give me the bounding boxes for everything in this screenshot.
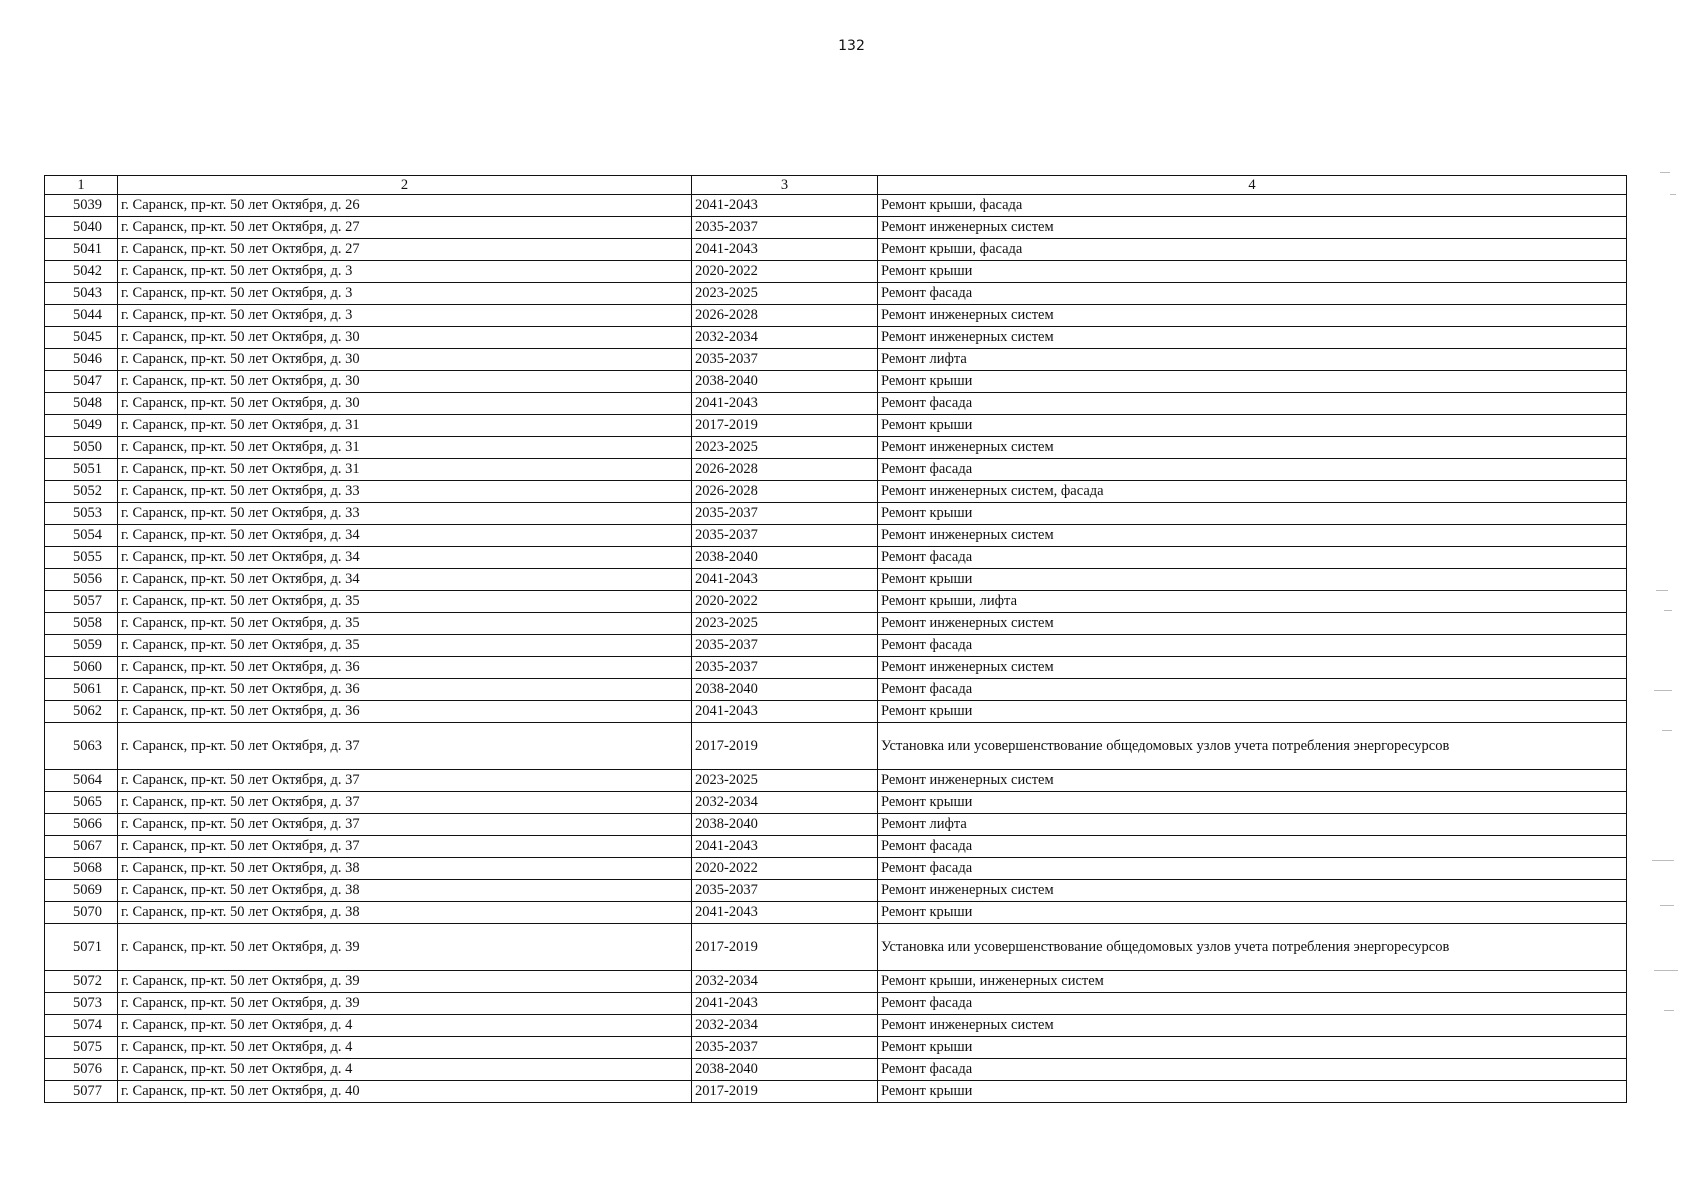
row-number-cell: 5070: [45, 902, 118, 924]
row-number-cell: 5039: [45, 195, 118, 217]
period-cell: 2035-2037: [692, 1037, 878, 1059]
row-number-cell: 5052: [45, 481, 118, 503]
period-cell: 2020-2022: [692, 591, 878, 613]
period-cell: 2023-2025: [692, 770, 878, 792]
row-number-cell: 5073: [45, 993, 118, 1015]
period-cell: 2035-2037: [692, 657, 878, 679]
table-row: [45, 701, 1627, 723]
row-number-cell: 5053: [45, 503, 118, 525]
row-number-cell: 5072: [45, 971, 118, 993]
address-cell: г. Саранск, пр-кт. 50 лет Октября, д. 30: [118, 349, 692, 371]
table-row: [45, 902, 1627, 924]
period-cell: 2035-2037: [692, 525, 878, 547]
work-type-cell: Ремонт инженерных систем: [878, 525, 1627, 547]
table-row: [45, 393, 1627, 415]
table-row: [45, 459, 1627, 481]
address-cell: г. Саранск, пр-кт. 50 лет Октября, д. 39: [118, 993, 692, 1015]
table-row: [45, 547, 1627, 569]
table-row: [45, 971, 1627, 993]
table-row: [45, 305, 1627, 327]
address-cell: г. Саранск, пр-кт. 50 лет Октября, д. 33: [118, 503, 692, 525]
table-row: [45, 239, 1627, 261]
work-type-cell: Ремонт инженерных систем: [878, 657, 1627, 679]
work-type-cell: Ремонт крыши: [878, 371, 1627, 393]
table-row: [45, 880, 1627, 902]
row-number-cell: 5067: [45, 836, 118, 858]
address-cell: г. Саранск, пр-кт. 50 лет Октября, д. 31: [118, 459, 692, 481]
period-cell: 2035-2037: [692, 503, 878, 525]
work-type-cell: Ремонт фасада: [878, 836, 1627, 858]
header-cell-3: 3: [692, 176, 878, 195]
work-type-cell: Ремонт крыши: [878, 1081, 1627, 1103]
period-cell: 2038-2040: [692, 814, 878, 836]
table-row: [45, 437, 1627, 459]
row-number-cell: 5061: [45, 679, 118, 701]
table-row: [45, 371, 1627, 393]
table-row: [45, 195, 1627, 217]
address-cell: г. Саранск, пр-кт. 50 лет Октября, д. 4: [118, 1015, 692, 1037]
period-cell: 2026-2028: [692, 305, 878, 327]
period-cell: 2023-2025: [692, 283, 878, 305]
row-number-cell: 5045: [45, 327, 118, 349]
work-type-cell: Ремонт крыши: [878, 569, 1627, 591]
address-cell: г. Саранск, пр-кт. 50 лет Октября, д. 37: [118, 723, 692, 770]
address-cell: г. Саранск, пр-кт. 50 лет Октября, д. 38: [118, 902, 692, 924]
address-cell: г. Саранск, пр-кт. 50 лет Октября, д. 37: [118, 836, 692, 858]
header-cell-2: 2: [118, 176, 692, 195]
table-row: [45, 217, 1627, 239]
period-cell: 2032-2034: [692, 971, 878, 993]
work-type-cell: Ремонт крыши: [878, 902, 1627, 924]
work-type-cell: Ремонт фасада: [878, 635, 1627, 657]
table-row: [45, 858, 1627, 880]
address-cell: г. Саранск, пр-кт. 50 лет Октября, д. 34: [118, 547, 692, 569]
row-number-cell: 5056: [45, 569, 118, 591]
row-number-cell: 5044: [45, 305, 118, 327]
address-cell: г. Саранск, пр-кт. 50 лет Октября, д. 35: [118, 635, 692, 657]
table-row: [45, 591, 1627, 613]
period-cell: 2017-2019: [692, 924, 878, 971]
table-row: [45, 679, 1627, 701]
row-number-cell: 5075: [45, 1037, 118, 1059]
address-cell: г. Саранск, пр-кт. 50 лет Октября, д. 34: [118, 525, 692, 547]
work-type-cell: Ремонт инженерных систем: [878, 305, 1627, 327]
row-number-cell: 5064: [45, 770, 118, 792]
header-cell-1: 1: [45, 176, 118, 195]
address-cell: г. Саранск, пр-кт. 50 лет Октября, д. 3: [118, 283, 692, 305]
row-number-cell: 5040: [45, 217, 118, 239]
period-cell: 2041-2043: [692, 393, 878, 415]
table-row: [45, 261, 1627, 283]
period-cell: 2032-2034: [692, 1015, 878, 1037]
table-row: [45, 1037, 1627, 1059]
row-number-cell: 5043: [45, 283, 118, 305]
row-number-cell: 5042: [45, 261, 118, 283]
row-number-cell: 5066: [45, 814, 118, 836]
address-cell: г. Саранск, пр-кт. 50 лет Октября, д. 27: [118, 239, 692, 261]
table-row: [45, 792, 1627, 814]
table-row: [45, 635, 1627, 657]
table-body: [45, 195, 1627, 1103]
work-type-cell: Ремонт крыши: [878, 503, 1627, 525]
row-number-cell: 5049: [45, 415, 118, 437]
table-row: [45, 1015, 1627, 1037]
row-number-cell: 5068: [45, 858, 118, 880]
work-type-cell: Ремонт крыши, лифта: [878, 591, 1627, 613]
period-cell: 2041-2043: [692, 569, 878, 591]
row-number-cell: 5059: [45, 635, 118, 657]
period-cell: 2032-2034: [692, 327, 878, 349]
address-cell: г. Саранск, пр-кт. 50 лет Октября, д. 30: [118, 327, 692, 349]
row-number-cell: 5074: [45, 1015, 118, 1037]
work-type-cell: Ремонт крыши: [878, 1037, 1627, 1059]
table-header: [45, 176, 1627, 195]
period-cell: 2041-2043: [692, 993, 878, 1015]
period-cell: 2035-2037: [692, 880, 878, 902]
work-type-cell: Ремонт фасада: [878, 459, 1627, 481]
work-type-cell: Ремонт инженерных систем, фасада: [878, 481, 1627, 503]
table-row: [45, 723, 1627, 770]
address-cell: г. Саранск, пр-кт. 50 лет Октября, д. 26: [118, 195, 692, 217]
work-type-cell: Ремонт фасада: [878, 858, 1627, 880]
period-cell: 2020-2022: [692, 858, 878, 880]
header-cell-4: 4: [878, 176, 1627, 195]
address-cell: г. Саранск, пр-кт. 50 лет Октября, д. 36: [118, 679, 692, 701]
period-cell: 2041-2043: [692, 239, 878, 261]
period-cell: 2026-2028: [692, 481, 878, 503]
address-cell: г. Саранск, пр-кт. 50 лет Октября, д. 4: [118, 1037, 692, 1059]
period-cell: 2023-2025: [692, 613, 878, 635]
period-cell: 2038-2040: [692, 547, 878, 569]
address-cell: г. Саранск, пр-кт. 50 лет Октября, д. 4: [118, 1059, 692, 1081]
table-row: [45, 327, 1627, 349]
table-row: [45, 814, 1627, 836]
address-cell: г. Саранск, пр-кт. 50 лет Октября, д. 35: [118, 613, 692, 635]
work-type-cell: Ремонт крыши, фасада: [878, 239, 1627, 261]
period-cell: 2017-2019: [692, 1081, 878, 1103]
work-type-cell: Ремонт крыши: [878, 415, 1627, 437]
period-cell: 2041-2043: [692, 195, 878, 217]
work-type-cell: Ремонт крыши, фасада: [878, 195, 1627, 217]
row-number-cell: 5077: [45, 1081, 118, 1103]
row-number-cell: 5057: [45, 591, 118, 613]
period-cell: 2041-2043: [692, 902, 878, 924]
table-row: [45, 613, 1627, 635]
address-cell: г. Саранск, пр-кт. 50 лет Октября, д. 39: [118, 924, 692, 971]
address-cell: г. Саранск, пр-кт. 50 лет Октября, д. 37: [118, 814, 692, 836]
period-cell: 2035-2037: [692, 635, 878, 657]
address-cell: г. Саранск, пр-кт. 50 лет Октября, д. 37: [118, 792, 692, 814]
table-row: [45, 1059, 1627, 1081]
address-cell: г. Саранск, пр-кт. 50 лет Октября, д. 31: [118, 415, 692, 437]
scan-margin-marks: [1650, 170, 1690, 1130]
work-type-cell: Ремонт инженерных систем: [878, 880, 1627, 902]
address-cell: г. Саранск, пр-кт. 50 лет Октября, д. 36: [118, 701, 692, 723]
address-cell: г. Саранск, пр-кт. 50 лет Октября, д. 38: [118, 880, 692, 902]
period-cell: 2035-2037: [692, 349, 878, 371]
work-type-cell: Установка или усовершенствование общедомовых узлов учета потребления энергоресурсов: [878, 723, 1627, 770]
row-number-cell: 5050: [45, 437, 118, 459]
address-cell: г. Саранск, пр-кт. 50 лет Октября, д. 39: [118, 971, 692, 993]
work-type-cell: Установка или усовершенствование общедомовых узлов учета потребления энергоресурсов: [878, 924, 1627, 971]
period-cell: 2035-2037: [692, 217, 878, 239]
row-number-cell: 5060: [45, 657, 118, 679]
period-cell: 2023-2025: [692, 437, 878, 459]
row-number-cell: 5051: [45, 459, 118, 481]
period-cell: 2041-2043: [692, 701, 878, 723]
table-row: [45, 525, 1627, 547]
table-row: [45, 1081, 1627, 1103]
table-row: [45, 481, 1627, 503]
row-number-cell: 5062: [45, 701, 118, 723]
address-cell: г. Саранск, пр-кт. 50 лет Октября, д. 33: [118, 481, 692, 503]
period-cell: 2038-2040: [692, 1059, 878, 1081]
row-number-cell: 5063: [45, 723, 118, 770]
table-row: [45, 283, 1627, 305]
period-cell: 2017-2019: [692, 415, 878, 437]
row-number-cell: 5046: [45, 349, 118, 371]
table-row: [45, 770, 1627, 792]
repair-schedule-table: [44, 175, 1627, 1103]
work-type-cell: Ремонт крыши: [878, 261, 1627, 283]
work-type-cell: Ремонт крыши: [878, 701, 1627, 723]
row-number-cell: 5055: [45, 547, 118, 569]
row-number-cell: 5076: [45, 1059, 118, 1081]
table-row: [45, 569, 1627, 591]
row-number-cell: 5071: [45, 924, 118, 971]
work-type-cell: Ремонт инженерных систем: [878, 770, 1627, 792]
work-type-cell: Ремонт крыши: [878, 792, 1627, 814]
row-number-cell: 5069: [45, 880, 118, 902]
table-row: [45, 415, 1627, 437]
address-cell: г. Саранск, пр-кт. 50 лет Октября, д. 38: [118, 858, 692, 880]
row-number-cell: 5048: [45, 393, 118, 415]
address-cell: г. Саранск, пр-кт. 50 лет Октября, д. 30: [118, 393, 692, 415]
address-cell: г. Саранск, пр-кт. 50 лет Октября, д. 27: [118, 217, 692, 239]
header-row: [45, 176, 1627, 195]
table-row: [45, 924, 1627, 971]
work-type-cell: Ремонт фасада: [878, 547, 1627, 569]
table-row: [45, 503, 1627, 525]
row-number-cell: 5047: [45, 371, 118, 393]
address-cell: г. Саранск, пр-кт. 50 лет Октября, д. 37: [118, 770, 692, 792]
work-type-cell: Ремонт лифта: [878, 814, 1627, 836]
work-type-cell: Ремонт лифта: [878, 349, 1627, 371]
work-type-cell: Ремонт фасада: [878, 1059, 1627, 1081]
work-type-cell: Ремонт фасада: [878, 283, 1627, 305]
table-row: [45, 349, 1627, 371]
row-number-cell: 5041: [45, 239, 118, 261]
period-cell: 2038-2040: [692, 371, 878, 393]
work-type-cell: Ремонт инженерных систем: [878, 437, 1627, 459]
work-type-cell: Ремонт фасада: [878, 679, 1627, 701]
period-cell: 2032-2034: [692, 792, 878, 814]
address-cell: г. Саранск, пр-кт. 50 лет Октября, д. 30: [118, 371, 692, 393]
table-row: [45, 836, 1627, 858]
address-cell: г. Саранск, пр-кт. 50 лет Октября, д. 40: [118, 1081, 692, 1103]
row-number-cell: 5054: [45, 525, 118, 547]
address-cell: г. Саранск, пр-кт. 50 лет Октября, д. 35: [118, 591, 692, 613]
work-type-cell: Ремонт инженерных систем: [878, 217, 1627, 239]
repair-schedule-table-wrap: [44, 175, 1626, 1103]
work-type-cell: Ремонт крыши, инженерных систем: [878, 971, 1627, 993]
work-type-cell: Ремонт фасада: [878, 393, 1627, 415]
period-cell: 2017-2019: [692, 723, 878, 770]
period-cell: 2038-2040: [692, 679, 878, 701]
address-cell: г. Саранск, пр-кт. 50 лет Октября, д. 3: [118, 261, 692, 283]
period-cell: 2020-2022: [692, 261, 878, 283]
period-cell: 2026-2028: [692, 459, 878, 481]
address-cell: г. Саранск, пр-кт. 50 лет Октября, д. 3: [118, 305, 692, 327]
work-type-cell: Ремонт инженерных систем: [878, 327, 1627, 349]
address-cell: г. Саранск, пр-кт. 50 лет Октября, д. 31: [118, 437, 692, 459]
work-type-cell: Ремонт фасада: [878, 993, 1627, 1015]
address-cell: г. Саранск, пр-кт. 50 лет Октября, д. 34: [118, 569, 692, 591]
work-type-cell: Ремонт инженерных систем: [878, 1015, 1627, 1037]
row-number-cell: 5058: [45, 613, 118, 635]
address-cell: г. Саранск, пр-кт. 50 лет Октября, д. 36: [118, 657, 692, 679]
page-number: 132: [838, 38, 865, 54]
period-cell: 2041-2043: [692, 836, 878, 858]
table-row: [45, 993, 1627, 1015]
row-number-cell: 5065: [45, 792, 118, 814]
work-type-cell: Ремонт инженерных систем: [878, 613, 1627, 635]
table-row: [45, 657, 1627, 679]
